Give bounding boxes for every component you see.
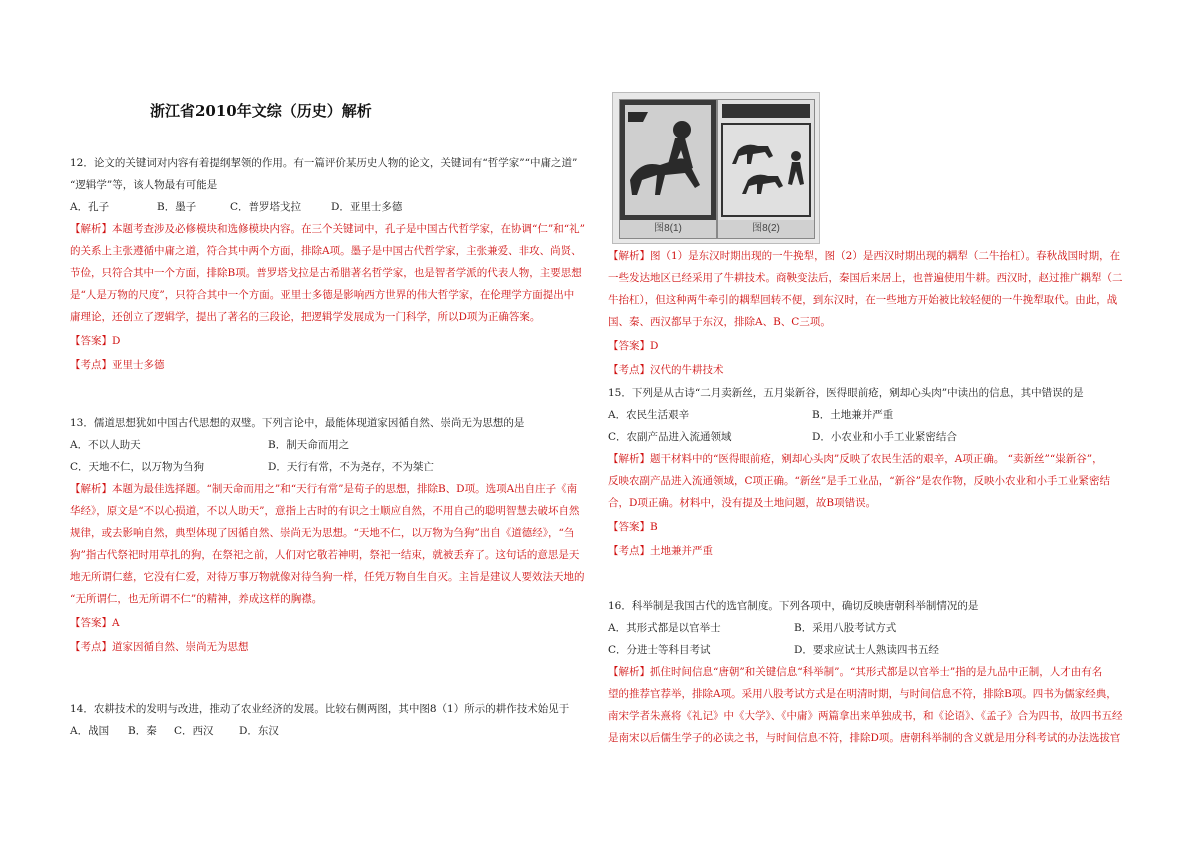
q15-point: 【考点】土地兼并严重 xyxy=(608,545,713,557)
q12-analysis xyxy=(70,218,590,376)
q16-stem: 16．科举制是我国古代的选官制度。下列各项中，确切反映唐朝科举制情况的是 xyxy=(608,600,979,612)
q14-option-b: B．秦 xyxy=(128,725,157,737)
analysis-line: 南宋学者朱熹将《礼记》中《大学》、《中庸》两篇拿出来单独成书，和《论语》、《孟子》合为四书，故四书五经 xyxy=(608,710,1123,722)
q13-options-row1 xyxy=(70,434,590,456)
q15-options-row1 xyxy=(608,404,1128,426)
q14-stem: 14．农耕技术的发明与改进，推动了农业经济的发展。比较右侧两图，其中图8（1）所示的耕作技术始见于 xyxy=(70,703,570,715)
analysis-line: 望的推荐官荐举，排除A项。采用八股考试方式是在明清时期，与时间信息不符，排除B项。四书为儒家经典， xyxy=(608,688,1117,700)
analysis-line: 【解析】本题为最佳选择题。“制天命而用之”和“天行有常”是荀子的思想，排除B、D项。选项A出自庄子《南 xyxy=(70,483,578,495)
analysis-line: 反映农副产品进入流通领域，C项正确。“新丝”是手工业品，“新谷”是农作物，反映小农业和小手工业紧密结 xyxy=(608,475,1111,487)
analysis-line: 国、秦、西汉都早于东汉，排除A、B、C三项。 xyxy=(608,316,831,328)
q15-option-a: A．农民生活艰辛 xyxy=(608,409,690,421)
q14-option-d: D．东汉 xyxy=(239,725,279,737)
q16-options-row2 xyxy=(608,639,1128,661)
q12-stem-line1: 12．论文的关键词对内容有着提纲挈领的作用。有一篇评价某历史人物的论文，关键词有“哲学家”“中庸之道” xyxy=(70,157,578,169)
figure-8-2-caption: 图8(2) xyxy=(752,223,780,234)
q15-analysis xyxy=(608,448,1128,562)
q13-option-d: D．天行有常，不为尧存，不为桀亡 xyxy=(268,461,434,473)
q14-option-a: A．战国 xyxy=(70,725,110,737)
q12-option-a: A．孔子 xyxy=(70,201,110,213)
question-12 xyxy=(70,152,590,376)
figure-8-2-panel xyxy=(717,99,815,239)
one-ox-plow-image xyxy=(620,100,716,220)
analysis-line: 是南宋以后儒生学子的必读之书，与时间信息不符，排除D项。唐朝科举制的含义就是用分科考试的办法选拔官 xyxy=(608,732,1121,744)
q14-options xyxy=(70,720,590,742)
q13-options-row2 xyxy=(70,456,590,478)
q16-option-a: A．其形式都是以官举士 xyxy=(608,622,721,634)
q13-option-a: A．不以人助天 xyxy=(70,439,141,451)
figure-8-1-caption: 图8(1) xyxy=(654,223,682,234)
q15-option-b: B．土地兼并严重 xyxy=(812,409,894,421)
analysis-line: 【解析】题干材料中的“医得眼前疮，剜却心头肉”反映了农民生活的艰辛，A项正确。 “卖新丝”“粜新谷”， xyxy=(608,453,1103,465)
q16-analysis xyxy=(608,661,1128,749)
q14-option-c: C．西汉 xyxy=(174,725,214,737)
question-14-analysis-block xyxy=(608,245,1128,381)
q12-option-d: D．亚里士多德 xyxy=(331,201,403,213)
q15-option-d: D．小农业和小手工业紧密结合 xyxy=(812,431,957,443)
q15-option-c: C．农副产品进入流通领域 xyxy=(608,431,732,443)
q13-point: 【考点】道家因循自然、崇尚无为思想 xyxy=(70,641,249,653)
q16-options-row1 xyxy=(608,617,1128,639)
two-ox-plow-image xyxy=(718,100,814,220)
analysis-line: 是“人是万物的尺度”，只符合其中一个方面。亚里士多德是影响西方世界的伟大哲学家，在伦理学方面提出中 xyxy=(70,289,575,301)
q16-option-d: D．要求应试士人熟读四书五经 xyxy=(794,644,939,656)
analysis-line: 的关系上主张遵循中庸之道，符合其中两个方面，排除A项。墨子是中国古代哲学家，主张兼爱、非攻、尚贤、 xyxy=(70,245,582,257)
analysis-line: 【解析】图（1）是东汉时期出现的一牛挽犁，图（2）是西汉时期出现的耦犁（二牛抬杠）。春秋战国时期，在 xyxy=(608,250,1121,262)
figure-8-1-panel xyxy=(619,99,717,239)
page-title: 浙江省2010年文综（历史）解析 xyxy=(150,102,372,120)
figure-8-ox-plowing xyxy=(612,92,820,244)
question-16 xyxy=(608,595,1128,749)
analysis-line: 华经》，原文是“不以心损道，不以人助天”，意指上古时的有识之士顺应自然，不用自己的聪明智慧去破坏自然 xyxy=(70,505,580,517)
q13-option-c: C．天地不仁，以万物为刍狗 xyxy=(70,461,205,473)
q16-option-c: C．分进士等科目考试 xyxy=(608,644,711,656)
q13-analysis xyxy=(70,478,590,658)
analysis-line: 庸理论，还创立了逻辑学，提出了著名的三段论，把逻辑学发展成为一门科学，所以D项为正确答案。 xyxy=(70,311,541,323)
analysis-line: 规律，或去影响自然，典型体现了因循自然、崇尚无为思想。“天地不仁，以万物为刍狗”出自《道德经》，“刍 xyxy=(70,527,575,539)
q12-answer: 【答案】D xyxy=(70,335,121,347)
q12-point: 【考点】亚里士多德 xyxy=(70,359,165,371)
analysis-line: “无所谓仁，也无所谓不仁”的精神，养成这样的胸襟。 xyxy=(70,593,323,605)
q14-analysis xyxy=(608,245,1128,381)
analysis-line: 狗”指古代祭祀时用草扎的狗，在祭祀之前，人们对它敬若神明，祭祀一结束，就被丢弃了。这句话的意思是天 xyxy=(70,549,580,561)
analysis-line: 地无所谓仁慈，它没有仁爱，对待万事万物就像对待刍狗一样，任凭万物自生自灭。主旨是建议人要效法天地的 xyxy=(70,571,585,583)
q15-stem: 15．下列是从古诗“二月卖新丝，五月粜新谷，医得眼前疮，剜却心头肉”中读出的信息，其中错误的是 xyxy=(608,387,1084,399)
analysis-line: 【解析】本题考查涉及必修模块和选修模块内容。在三个关键词中，孔子是中国古代哲学家，在协调“仁”和“礼” xyxy=(70,223,585,235)
q13-stem: 13．儒道思想犹如中国古代思想的双璧。下列言论中，最能体现道家因循自然、崇尚无为思想的是 xyxy=(70,417,525,429)
q12-options xyxy=(70,196,590,218)
q12-option-b: B．墨子 xyxy=(157,201,197,213)
q15-options-row2 xyxy=(608,426,1128,448)
question-14 xyxy=(70,698,590,742)
q16-option-b: B．采用八股考试方式 xyxy=(794,622,897,634)
analysis-line: 牛抬杠），但这种两牛牵引的耦犁回转不便，到东汉时，在一些地方开始被比较轻便的一牛挽犁取代。由此，战 xyxy=(608,294,1118,306)
q15-answer: 【答案】B xyxy=(608,521,658,533)
question-15 xyxy=(608,382,1128,562)
q14-point: 【考点】汉代的牛耕技术 xyxy=(608,364,724,376)
question-13 xyxy=(70,412,590,658)
q12-option-c: C．普罗塔戈拉 xyxy=(230,201,302,213)
q14-answer: 【答案】D xyxy=(608,340,659,352)
q13-option-b: B．制天命而用之 xyxy=(268,439,350,451)
analysis-line: 合，D项正确。材料中，没有提及土地问题，故B项错误。 xyxy=(608,497,877,509)
analysis-line: 一些发达地区已经采用了牛耕技术。商鞅变法后，秦国后来居上，也普遍使用牛耕。西汉时，赵过推广耦犁（二 xyxy=(608,272,1123,284)
analysis-line: 节俭，只符合其中一个方面，排除B项。普罗塔戈拉是古希腊著名哲学家，也是智者学派的代表人物，主要思想 xyxy=(70,267,582,279)
q13-answer: 【答案】A xyxy=(70,617,120,629)
q12-stem-line2: “逻辑学”等，该人物最有可能是 xyxy=(70,179,218,191)
analysis-line: 【解析】抓住时间信息“唐朝”和关键信息“科举制”。“其形式都是以官举士”指的是九品中正制，人才由有名 xyxy=(608,666,1103,678)
